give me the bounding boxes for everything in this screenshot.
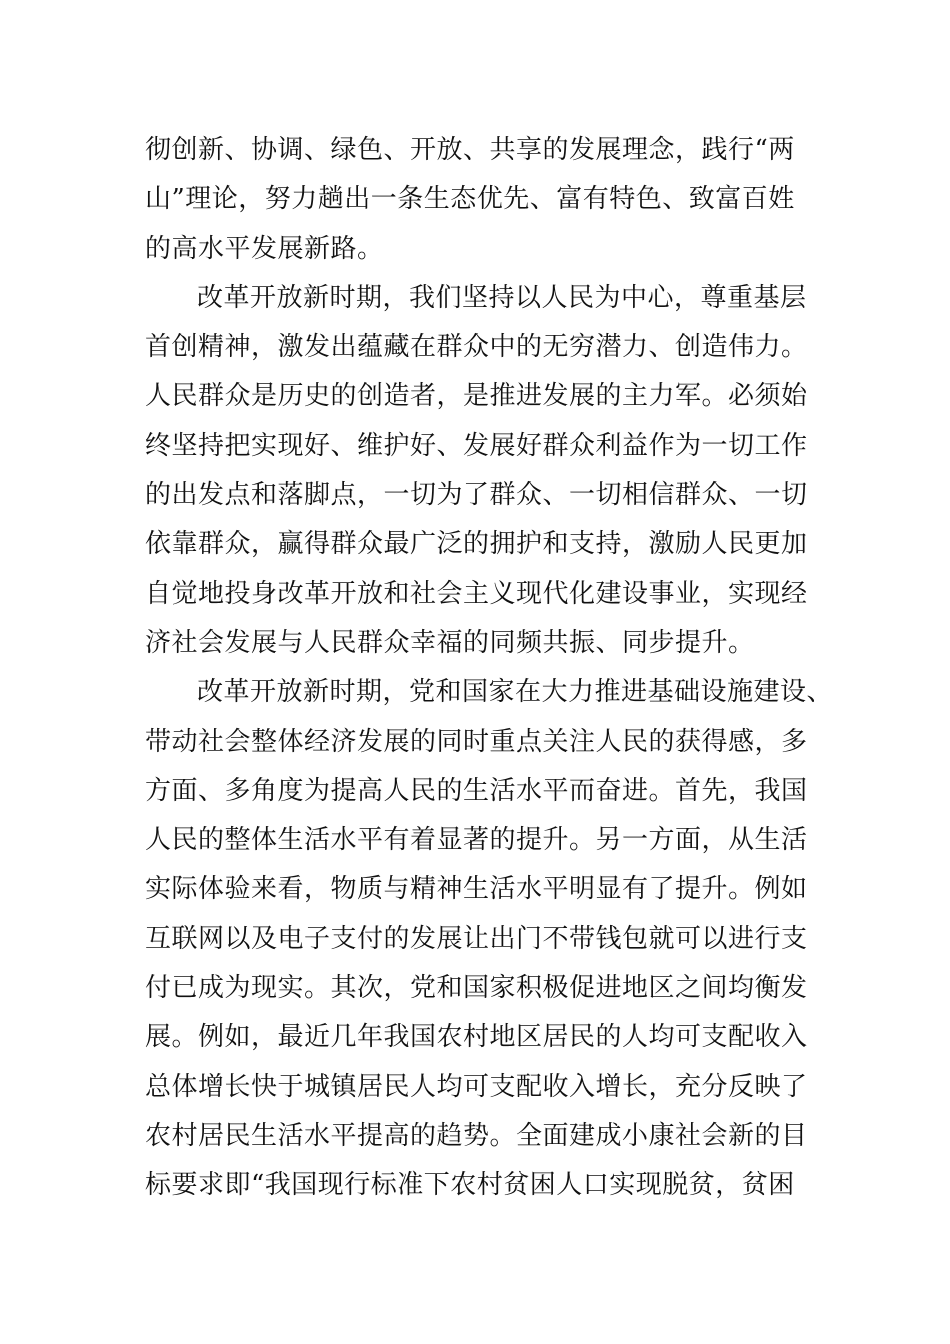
text-line: 首创精神，激发出蕴藏在群众中的无穷潜力、创造伟力。	[145, 332, 808, 363]
paragraph-1	[145, 126, 825, 274]
text-line: 自觉地投身改革开放和社会主义现代化建设事业，实现经	[145, 578, 808, 609]
text-line-first: 改革开放新时期，党和国家在大力推进基础设施建设、	[197, 677, 834, 708]
text-line: 人民群众是历史的创造者，是推进发展的主力军。必须始	[145, 381, 808, 412]
text-line: 终坚持把实现好、维护好、发展好群众利益作为一切工作	[145, 430, 808, 461]
text-line: 的出发点和落脚点，一切为了群众、一切相信群众、一切	[145, 480, 808, 511]
text-line: 标要求即“我国现行标准下农村贫困人口实现脱贫，贫困	[145, 1170, 795, 1201]
text-line: 互联网以及电子支付的发展让出门不带钱包就可以进行支	[145, 923, 808, 954]
text-line: 彻创新、协调、绿色、开放、共享的发展理念，践行“两	[145, 135, 795, 165]
paragraph-2	[145, 274, 825, 668]
text-line: 付已成为现实。其次，党和国家积极促进地区之间均衡发	[145, 973, 808, 1004]
text-line: 山”理论，努力趟出一条生态优先、富有特色、致富百姓	[145, 184, 795, 215]
document-body	[145, 126, 834, 1211]
paragraph-3	[145, 668, 834, 1210]
text-line-first: 改革开放新时期，我们坚持以人民为中心，尊重基层	[197, 282, 807, 313]
text-line: 人民的整体生活水平有着显著的提升。另一方面，从生活	[145, 825, 808, 856]
text-line: 展。例如，最近几年我国农村地区居民的人均可支配收入	[145, 1022, 808, 1053]
text-line: 总体增长快于城镇居民人均可支配收入增长，充分反映了	[145, 1071, 808, 1102]
text-line: 农村居民生活水平提高的趋势。全面建成小康社会新的目	[145, 1120, 808, 1151]
text-line: 实际体验来看，物质与精神生活水平明显有了提升。例如	[145, 874, 808, 905]
text-line: 方面、多角度为提高人民的生活水平而奋进。首先，我国	[145, 775, 808, 806]
text-line: 依靠群众，赢得群众最广泛的拥护和支持，激励人民更加	[145, 529, 808, 560]
text-line: 济社会发展与人民群众幸福的同频共振、同步提升。	[145, 627, 755, 658]
text-line: 带动社会整体经济发展的同时重点关注人民的获得感，多	[145, 726, 808, 757]
text-line: 的高水平发展新路。	[145, 233, 384, 264]
